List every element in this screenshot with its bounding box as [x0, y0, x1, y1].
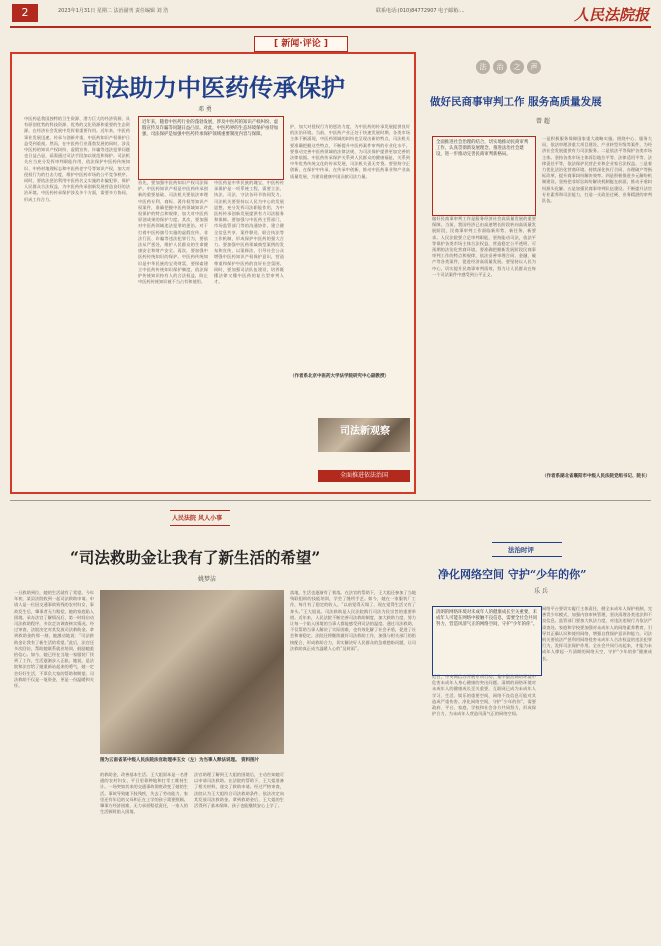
- sidebar-icon-3: 之: [510, 60, 524, 74]
- sidebar-section-icons: [476, 60, 541, 74]
- sidebar-two-col-1: 近日，中央网信办开展专项行动，集中整治网络环境中危害未成年人身心健康的突出问题。清朗的网络环境对未成年人的健康成长至关重要，互联网已成为未成年人学习、生活、娱乐的重要空间，网络不良信息可能对其造成严重伤害。净化网络空间，守护“少年的你”，需要政府、平台、家庭、学校和社会各方共同努力，形成保护合力，为未成年人营造风清气正的网络空间。: [432, 674, 536, 717]
- main-article-col-1: 中医药是我国独特的卫生资源、潜力巨大的经济资源、具有原创优势的科技资源、优秀的文化资源和重要的生态资源，在经济社会发展中发挥着重要作用。近年来，中医药事业发展迅速，传承与创新并重，中医药知识产权保护日益受到重视。然而，在中医药行业蓬勃发展的同时，涉及中医药的知识产权纠纷、虚假宣传、诈骗等违法犯罪问题也日益凸显，亟需通过司法手段加以规范和保护。司法机关应当充分发挥审判职能作用，依法保护中医药传统知识、中药材地理标志和中医药老字号等知识产权，加大对侵权行为的打击力度，维护中医药市场的公平竞争秩序。同时，要依法惩治利用中医药名义实施的诈骗犯罪，保护人民群众合法权益，为中医药传承创新发展营造良好的法治环境。中医药传承保护涉及多个方面，需要多方协同，形成工作合力。: [24, 116, 130, 202]
- sidebar-two-column-label: 法治时评: [508, 546, 534, 554]
- main-article-col-2: 首先，要加强中医药知识产权司法保护。中医药知识产权是中医药传承创新的重要基础，司法机关要依法审理中医药专利、商标、著作权等知识产权案件，准确把握中医药领域知识产权保护的特点和规律，加大对中医药原创成果的保护力度。其次，要加强对中医药领域违法犯罪的惩治。对于打着中医药旗号实施的虚假宣传、非法行医、诈骗等违法犯罪行为，要依法从严惩处，维护人民群众的生命健康安全和财产安全。再次，要加强中医药传统知识的保护。中医药传统知识是中华民族的宝贵财富，要探索建立中医药传统知识保护制度，依法保护传统知识持有人的合法权益，防止中医药传统知识被不当占有和使用。: [138, 180, 208, 285]
- sidebar-icon-4: 声: [527, 60, 541, 74]
- story-two-photo: [100, 590, 284, 754]
- masthead-rule: [10, 26, 651, 28]
- story-two-photo-caption: 图为云南省某中级人民法院法官助理李玉女（左）为当事人释法说理。 资料图片: [100, 758, 260, 763]
- sidebar-two-byline: 乐 兵: [534, 588, 548, 595]
- sidebar-col-1: 做好民商事审判工作是服务经济社会高质量发展的重要保障。当前，我国经济已由高速增长阶段转向高质量发展阶段，民商事审判工作面临新形势、新任务、新要求。人民法院要立足审判职能，坚持能动司法，依法平等保护各类市场主体合法权益，营造稳定公平透明、可预期的法治化营商环境。要准确把握新发展阶段民商事审判工作的特点和规律，依法妥善审理合同、金融、破产等各类案件，促进经济高质量发展。要坚持以人民为中心，切实提升民商事审判质效，努力让人民群众在每一个司法案件中感受到公平正义。: [432, 216, 536, 277]
- sidebar-lede: 全面推进社会治理的结合，切实地推动民商审判工作，认真贯彻新发展理念，推进法治社会建设，进一步推动完善民商审判新格局。: [432, 136, 536, 216]
- sidebar-title: 做好民商事审判工作 服务高质量发展: [430, 96, 602, 108]
- sidebar-icon-2: 治: [493, 60, 507, 74]
- main-article-source-note: （作者系北京中医药大学法学院研究中心副教授）: [290, 374, 389, 379]
- story-two-col-4: 落地，生活也逐渐有了着落。在法官的帮助下，王大姐还参加了当地残联组织的技能培训，学会了缝纫手艺。如今，她在一家服装厂工作，每月有了稳定的收入。“以前觉得天塌了，现在觉得生活又有了奔头。”王大姐说。司法救助是人民法院践行司法为民宗旨的重要举措。近年来，人民法院不断完善司法救助制度，加大救助力度，努力让每一个陷入困境的当事人都能感受到司法的温度。通过司法救助，不仅帮助当事人解决了实际困难，也有效化解了社会矛盾，促进了社会和谐稳定。法院还将继续做好司法救助工作，加强与相关部门的衔接配合，形成救助合力，切实解决好人民群众的急难愁盼问题，让司法救助真正成为温暖人心的“及时雨”。: [290, 590, 416, 651]
- section-divider: [10, 500, 651, 501]
- page-number: 2: [12, 4, 38, 22]
- story-two-col-1: 一旦救助到位，她的生活就有了希望。今年年初，某县法院收到一起司法救助申请。申请人是一位因交通事故致残的农村妇女，事故发生后，肇事者无力赔偿，她的家庭陷入困境。承办法官了解情况后，第一时间启动司法救助程序，多次走访调查核实情况。经过审查，法院决定对其发放司法救助金。拿到救助金的那一刻，她激动地说：“司法救助金让我有了新生活的希望。”此后，法官还多次回访，帮助她联系就业培训，鼓励她重拾信心。如今，她已经在当地一家服装厂找到了工作，生活逐渐步入正轨。她说，是法院和法官给了她重新站起来的勇气，她一定会好好生活，不辜负大家的帮助和期望。司法救助不仅是一笔资金，更是一份温暖和关怀。: [14, 590, 94, 689]
- sidebar-two-lede: 清朗的网络环境对未成年人的健康成长至关重要，未成年人可能在网络中接触不良信息，需要全社会共同努力，营造风清气正的网络空间，守护“少年的你”。: [432, 606, 542, 676]
- section-tab: [ 新闻·评论 ]: [254, 36, 348, 52]
- main-article-lede: 近年来，随着中医药行业的蓬勃发展，涉及中医药的知识产权纠纷、虚假宣传及诈骗等问题日益凸显。对此，中医药界的生态环境保护亟待加强，司法保护是加强中医药传承保护领域重要制度内容与保障。: [138, 116, 284, 180]
- brand-logo: 人民法院报: [573, 6, 649, 24]
- main-article-col-4: 护，加大对侵权行为的惩治力度，为中医药的传承发展提供良好的法治环境。当前，中医药产业正处于快速发展时期，各类市场主体不断涌现，中医药领域的纠纷也呈现出新的特点。司法机关要准确把握这些特点，不断提升中医药案件审判的专业化水平。要推动完善中医药领域的法律法规，为司法保护提供更加完善的法律依据。中医药传承保护关系到人民群众的健康福祉，关系到中华优秀传统文化的传承发展，司法机关责无旁贷。要坚持守正创新，在保护中传承，在传承中创新，推动中医药事业和产业高质量发展，为建设健康中国贡献司法力量。: [290, 124, 410, 179]
- sidebar-two-title: 净化网络空间 守护“少年的你”: [438, 568, 587, 581]
- sidebar-col-2: 一是积极服务保障国家重大战略实施。围绕中心、服务大局，依法审理涉重大项目建设、产业转型升级等案件，为经济社会发展提供有力司法服务。二是依法平等保护各类市场主体。坚持各类市场主体诉讼地位平等、法律适用平等、法律责任平等，依法保护民营企业和企业家合法权益。三是着力优化法治化营商环境。持续深化执行合同、办理破产等指标改革，提升商事纠纷解决效率。四是积极推进多元解纷机制建设。坚持把非诉讼纠纷解决机制挺在前面，推动矛盾纠纷源头化解。五是加强民商事审判队伍建设。不断提升法官专业素养和司法能力，打造一支政治过硬、业务精湛的审判队伍。: [542, 136, 652, 204]
- sidebar-byline: 曾 超: [536, 118, 550, 125]
- main-article-byline: 邓 勇: [198, 106, 212, 113]
- sidebar-source-note: （作者系湖北省襄阳市中级人民法院党组书记、院长）: [542, 474, 650, 479]
- main-article-tag: 司法新观察: [340, 426, 390, 437]
- story-two-column-label: 人民法院 风人小事: [172, 515, 223, 522]
- main-article-banner: 全面推进依法治国: [318, 470, 410, 482]
- main-article-col-3: 中医药是中华民族的瑰宝，中医药传承保护是一项系统工程，需要立法、执法、司法、守法各环节协同发力。司法机关要坚持以人民为中心的发展思想，充分发挥司法职能作用，为中医药传承创新发展提供有力司法服务和保障。要加强与中医药主管部门、市场监管部门等的沟通协作，建立健全信息共享、案件移送、联合执法等工作机制，形成保护中医药的强大合力。要加强中医药领域典型案例的发布和宣传，以案释法，引导社会公众增强中医药知识产权保护意识，营造尊重和保护中医药的良好社会氛围。同时，要加强司法队伍建设，培养既懂法律又懂中医药的复合型审判人才。: [214, 180, 284, 285]
- story-two-col-3: 法官助理了解到王大姐的困境后，主动告知她可以申请司法救助。在法院的帮助下，王大姐准备了相关材料，递交了救助申请。经过严格审查，法院认为王大姐符合司法救助条件，依法决定向其发放司法救助金。拿到救助金后，王大姐的生活得到了基本保障，孩子也能继续安心上学了。: [194, 772, 284, 809]
- story-two-col-2: 的救助金，改善基本生活。王大姐原本是一名普通的农村妇女，平日里靠种地和打零工维持生计。一场突如其来的交通事故彻底改变了她的生活。事故导致她下肢残疾，失去了劳动能力，家里还有年迈的父母和正在上学的孩子需要照顾。肇事方经济困难，无力承担赔偿责任，一家人的生活顿时陷入困境。: [100, 772, 188, 815]
- header-meta-right: 联系电话:(010)84772907 电子邮箱:...: [376, 8, 465, 14]
- story-two-byline: 姚梦洁: [198, 576, 217, 583]
- story-two-title: “司法救助金让我有了新生活的希望”: [70, 548, 321, 567]
- sidebar-icon-1: 法: [476, 60, 490, 74]
- header-meta-left: 2023年1月31日 星期二 法治副刊 责任编辑 刘 浩: [58, 8, 169, 14]
- sidebar-two-col-2: 网络平台要切实履行主体责任，健全未成年人保护机制，完善青少年模式，加强内容审核管理，坚决清理各类违法和不良信息。监管部门要加大执法力度，对违法违规行为依法严肃查处。家庭和学校要加强对未成年人的网络素养教育，引导其正确认识和使用网络，增强自我保护意识和能力。司法机关要依法严惩利用网络侵害未成年人合法权益的违法犯罪行为，发挥司法保护作用。全社会共同行动起来，才能为未成年人撑起一片清朗的网络天空，守护“少年的你”健康成长。: [542, 606, 652, 661]
- main-article-title: 司法助力中医药传承保护: [81, 73, 345, 102]
